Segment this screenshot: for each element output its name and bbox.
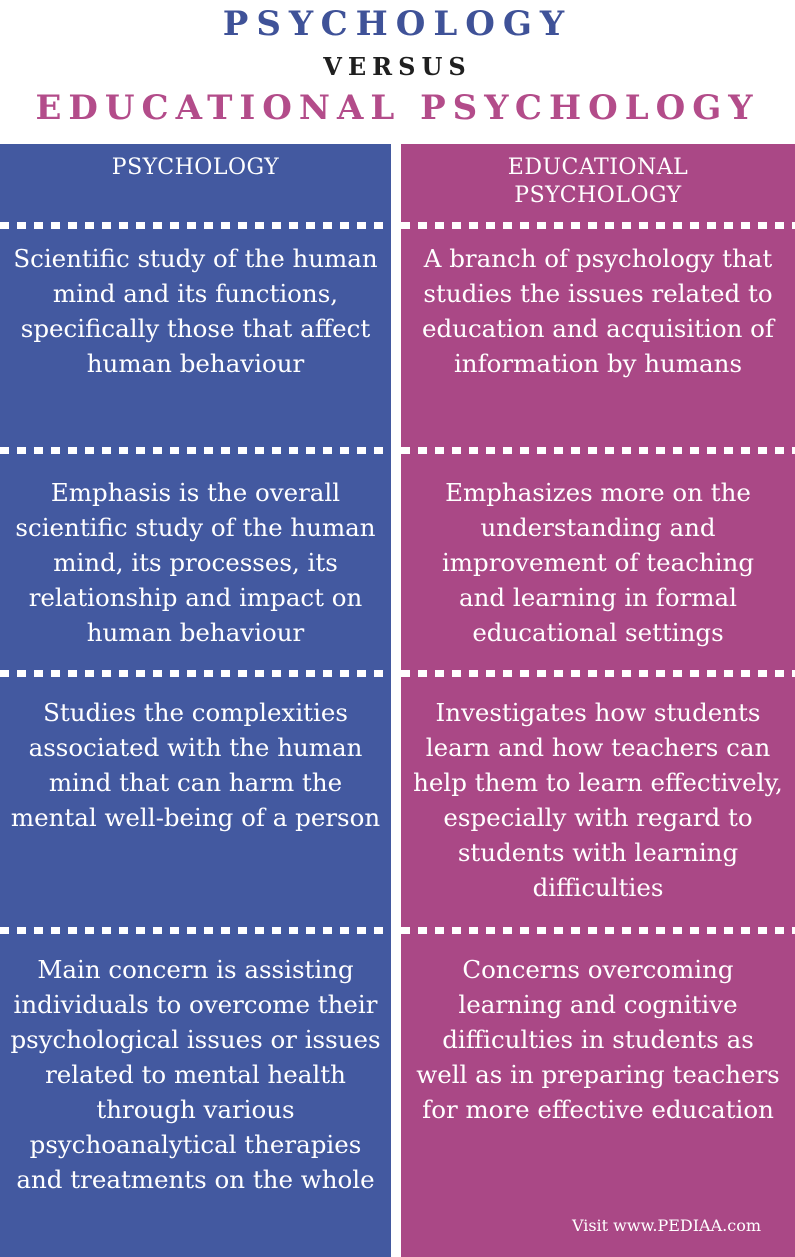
psychology-concern: Main concern is assisting individuals to overcome their psychological issues or issues related to mental health through various psychoanalytical therapies and treatments on the whole (10, 955, 381, 1194)
educational-psychology-column (401, 144, 795, 1257)
row-divider (0, 927, 391, 934)
psychology-emphasis: Emphasis is the overall scientific study of the human mind, its processes, its relationship and impact on human behaviour (15, 478, 376, 647)
row-divider (401, 670, 795, 677)
psychology-studies: Studies the complexities associated with the human mind that can harm the mental well-being of a person (10, 698, 381, 832)
row-divider (401, 222, 795, 229)
educational-psychology-studies: Investigates how students learn and how teachers can help them to learn effectively, especially with regard to students with learning difficulties (413, 698, 783, 902)
psychology-definition: Scientific study of the human mind and its functions, specifically those that affect human behaviour (13, 244, 378, 378)
row-divider (0, 670, 391, 677)
educational-psychology-definition: A branch of psychology that studies the issues related to education and acquisition of information by humans (422, 244, 774, 378)
title-versus: VERSUS (323, 52, 472, 81)
psychology-header: PSYCHOLOGY (111, 155, 280, 180)
row-divider (0, 222, 391, 229)
educational-psychology-emphasis: Emphasizes more on the understanding and improvement of teaching and learning in formal educational settings (441, 478, 755, 647)
educational-psychology-concern: Concerns overcoming learning and cognitive difficulties in students as well as in preparing teachers for more effective education (416, 955, 780, 1124)
psychology-column (0, 144, 391, 1257)
educational-psychology-header: EDUCATIONAL PSYCHOLOGY (507, 155, 689, 208)
row-divider (401, 927, 795, 934)
title-educational-psychology: EDUCATIONAL PSYCHOLOGY (35, 88, 760, 128)
title-psychology: PSYCHOLOGY (222, 4, 573, 44)
source-credit: Visit www.PEDIAA.com (571, 1216, 761, 1235)
row-divider (0, 447, 391, 454)
row-divider (401, 447, 795, 454)
